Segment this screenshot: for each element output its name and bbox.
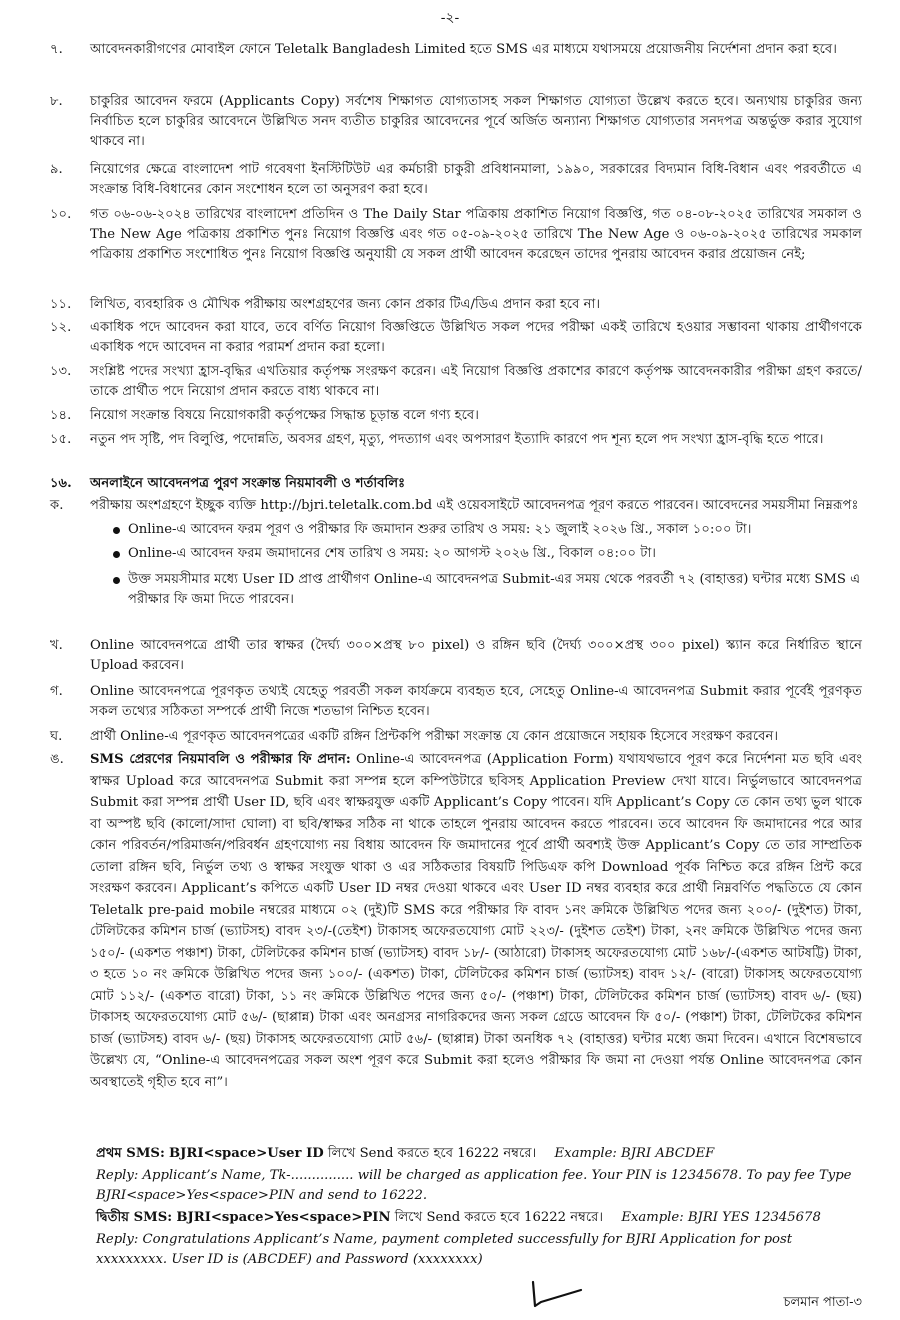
clause-text: গত ০৬-০৬-২০২৪ তারিখের বাংলাদেশ প্রতিদিন ও The Daily Star পত্রিকায় প্রকাশিত নিয়োগ বিজ্ঞপ্তি, গত ০৪-০৮-২০২৫ তারিখের সমকাল ও The New Age পত্রিকায় প্রকাশিত পুনঃ নিয়োগ বিজ্ঞপ্তি এবং গত ০৫-০৯-২০২৫ তারিখে The New Age ও ০৬-০৯-২০২৫ তারিখের সমকাল পত্রিকায় প্রকাশিত সংশোধিত পুনঃ নিয়োগ বিজ্ঞপ্তি অনুযায়ী যে সকল প্রার্থী আবেদন করেছেন তাদের পুনরায় আবেদন করার প্রয়োজন নেই; <box>90 207 862 262</box>
sms-example: Example: BJRI YES 12345678 <box>621 1210 821 1225</box>
clause-lead: SMS প্রেরণের নিয়মাবলি ও পরীক্ষার ফি প্রদান: <box>90 752 351 767</box>
clause-number: ১৪. <box>50 408 72 423</box>
clause-text: পরীক্ষায় অংশগ্রহণে ইচ্ছুক ব্যক্তি http://bjri.teletalk.com.bd এই ওয়েবসাইটে আবেদনপত্র পূরণ করতে পারবেন। আবেদনের সময়সীমা নিম্নরূপঃ <box>90 498 859 513</box>
sms-first <box>96 1144 862 1164</box>
sms-second-reply: Reply: Congratulations Applicant’s Name, payment completed successfully for BJRI Application for post xxxxxxxxx. User ID is (ABCDEF) and Password (xxxxxxxx) <box>96 1232 793 1267</box>
clause-number: ১৬. <box>50 476 72 491</box>
bullet-dot <box>113 577 120 584</box>
bullet-text: উক্ত সময়সীমার মধ্যে User ID প্রাপ্ত প্রার্থীগণ Online-এ আবেদনপত্র Submit-এর সময় থেকে পরবর্তী ৭২ (বাহাত্তর) ঘন্টার মধ্যে SMS এ পরীক্ষার ফি জমা দিতে পারবেন। <box>128 572 861 607</box>
clause-number: ১২. <box>50 320 72 335</box>
clause-number: ৭. <box>50 42 63 57</box>
clause-text: Online আবেদনপত্রে প্রার্থী তার স্বাক্ষর (দৈর্ঘ্য ৩০০×প্রস্থ ৮০ pixel) ও রঙ্গিন ছবি (দৈর্ঘ্য ৩০০×প্রস্থ ৩০০ pixel) স্ক্যান করে নির্ধারিত স্থানে Upload করবেন। <box>90 638 862 673</box>
sms-label: দ্বিতীয় SMS: <box>96 1210 173 1225</box>
clause-number: গ. <box>50 684 63 699</box>
clause-text: একাধিক পদে আবেদন করা যাবে, তবে বর্ণিত নিয়োগ বিজ্ঞপ্তিতে উল্লিখিত সকল পদের পরীক্ষা একই তারিখে হওয়ার সম্ভাবনা থাকায় প্রার্থীগণকে একাধিক পদে আবেদন না করার পরামর্শ প্রদান করা হলো। <box>90 320 862 355</box>
clause-body: Online-এ আবেদনপত্র (Application Form) যথাযথভাবে পূরণ করে নির্দেশনা মত ছবি এবং স্বাক্ষর Upload করে আবেদনপত্র Submit করা সম্পন্ন হলে কম্পিউটারে ছবিসহ Application Preview দেখা যাবে। নির্ভুলভাবে আবেদনপত্র Submit করা সম্পন্ন প্রার্থী User ID, ছবি এবং স্বাক্ষরযুক্ত একটি Applicant’s Copy পাবেন। যদি Applicant’s Copy তে কোন তথ্য ভুল থাকে বা অস্পষ্ট ছবি (কালো/সাদা ঘোলা) বা ছবি/স্বাক্ষর সঠিক না থাকে তাহলে পুনরায় আবেদন করতে পারবেন। তবে আবেদন ফি জমাদানের পরে আর কোন পরিবর্তন/পরিমার্জন/পরিবর্ধন গ্রহণযোগ্য নয় বিধায় আবেদন ফি জমাদানের পূর্বে প্রার্থী অবশ্যই উক্ত Applicant’s Copy তে তার সাম্প্রতিক তোলা রঙ্গিন ছবি, নির্ভুল তথ্য ও স্বাক্ষর সংযুক্ত থাকা ও এর সঠিকতার বিষয়টি পিডিএফ কপি Download পূর্বক নিশ্চিত করে রঙ্গিন প্রিন্ট করে সংরক্ষণ করবেন। Applicant’s কপিতে একটি User ID নম্বর দেওয়া থাকবে এবং User ID নম্বর ব্যবহার করে প্রার্থী নিম্নবর্ণিত পদ্ধতিতে যে কোন Teletalk pre-paid mobile নম্বরের মাধ্যমে ০২ (দুই)টি SMS করে পরীক্ষার ফি বাবদ ১নং ক্রমিকে উল্লিখিত পদের জন্য ২০০/- (দুইশত) টাকা, টেলিটকের কমিশন চার্জ (ভ্যাটসহ) বাবদ ২৩/-(তেইশ) টাকাসহ অফেরতযোগ্য মোট ২২৩/- (দুইশত তেইশ) টাকা, ২নং ক্রমিকে উল্লিখিত পদের জন্য ১৫০/- (একশত পঞ্চাশ) টাকা, টেলিটকের কমিশন চার্জ (ভ্যাটসহ) বাবদ ১৮/- (আঠারো) টাকাসহ অফেরতযোগ্য মোট ১৬৮/-(একশত আটষট্টি) টাকা, ৩ হতে ১০ নং ক্রমিকে উল্লিখিত পদের জন্য ১০০/- (একশত) টাকা, টেলিটকের কমিশন চার্জ (ভ্যাটসহ) বাবদ ১২/- (বারো) টাকাসহ অফেরতযোগ্য মোট ১১২/- (একশত বারো) টাকা, ১১ নং ক্রমিকে উল্লিখিত পদের জন্য ৫০/- (পঞ্চাশ) টাকা, টেলিটকের কমিশন চার্জ (ভ্যাটসহ) বাবদ ৬/- (ছয়) টাকাসহ অফেরতযোগ্য মোট ৫৬/- (ছাপ্পান্ন) টাকা এবং অনগ্রসর নাগরিকদের জন্য সকল গ্রেডে আবেদন ফি ৫০/- (পঞ্চাশ) টাকা, টেলিটকের কমিশন চার্জ (ভ্যাটসহ) বাবদ ৬/- (ছয়) টাকাসহ অফেরতযোগ্য মোট ৫৬/- (ছাপ্পান্ন) টাকা অনধিক ৭২ (বাহাত্তর) ঘন্টার মধ্যে জমা দিবেন। এখানে বিশেষভাবে উল্লেখ্য যে, “Online-এ আবেদনপত্রের সকল অংশ পূরণ করে Submit করা হলেও পরীক্ষার ফি জমা না দেওয়া পর্যন্ত Online আবেদনপত্র কোন অবস্থাতেই গৃহীত হবে না”। <box>90 752 862 1090</box>
clause-number: খ. <box>50 638 63 653</box>
clause-number: ১১. <box>50 297 72 312</box>
clause-text: নিয়োগ সংক্রান্ত বিষয়ে নিয়োগকারী কর্তৃপক্ষের সিদ্ধান্ত চূড়ান্ত বলে গণ্য হবে। <box>90 408 479 423</box>
signature-mark <box>525 1276 585 1312</box>
clause-number: ৮. <box>50 94 63 109</box>
sms-instruction: লিখে Send করতে হবে 16222 নম্বরে। <box>390 1210 604 1225</box>
clause-text: লিখিত, ব্যবহারিক ও মৌখিক পরীক্ষায় অংশগ্রহণের জন্য কোন প্রকার টিএ/ডিএ প্রদান করা হবে না। <box>90 297 601 312</box>
bullet-dot <box>113 527 120 534</box>
section-heading: অনলাইনে আবেদনপত্র পুরণ সংক্রান্ত নিয়মাবলী ও শর্তাবলিঃ <box>90 476 406 491</box>
clause-number: ৯. <box>50 162 63 177</box>
clause-text: Online আবেদনপত্রে পূরণকৃত তথ্যই যেহেতু পরবর্তী সকল কার্যক্রমে ব্যবহৃত হবে, সেহেতু Online-এ আবেদনপত্র Submit করার পূর্বেই পূরণকৃত সকল তথ্যের সঠিকতা সম্পর্কে প্রার্থী নিজে শতভাগ নিশ্চিত হবেন। <box>90 684 862 719</box>
clause-number: ঙ. <box>50 752 64 767</box>
clause-number: ক. <box>50 498 64 513</box>
sms-example: Example: BJRI ABCDEF <box>554 1146 715 1161</box>
clause-text: নতুন পদ সৃষ্টি, পদ বিলুপ্তি, পদোন্নতি, অবসর গ্রহণ, মৃত্যু, পদত্যাগ এবং অপসারণ ইত্যাদি কারণে পদ শূন্য হলে পদ সংখ্যা হ্রাস-বৃদ্ধি হতে পারে। <box>90 432 824 447</box>
sms-code: BJRI<space>Yes<space>PIN <box>176 1210 391 1225</box>
sms-code: BJRI<space>User ID <box>169 1146 324 1161</box>
bullet-text: Online-এ আবেদন ফরম জমাদানের শেষ তারিখ ও সময়: ২০ আগস্ট ২০২৬ খ্রি., বিকাল ০৪:০০ টা। <box>128 546 657 561</box>
clause-text: আবেদনকারীগণের মোবাইল ফোনে Teletalk Bangladesh Limited হতে SMS এর মাধ্যমে যথাসময়ে প্রয়োজনীয় নির্দেশনা প্রদান করা হবে। <box>90 42 837 57</box>
bullet-dot <box>113 551 120 558</box>
clause-text <box>90 749 862 1093</box>
page-number: -২- <box>440 10 460 26</box>
clause-number: ১৩. <box>50 364 72 379</box>
clause-text: সংশ্লিষ্ট পদের সংখ্যা হ্রাস-বৃদ্ধির এখতিয়ার কর্তৃপক্ষ সংরক্ষণ করেন। এই নিয়োগ বিজ্ঞপ্তি প্রকাশের কারণে কর্তৃপক্ষ আবেদনকারীর পরীক্ষা গ্রহণ করতে/তাকে প্রার্থীত পদে নিয়োগ প্রদান করতে বাধ্য থাকবে না। <box>90 364 862 399</box>
clause-text: প্রার্থী Online-এ পূরণকৃত আবেদনপত্রের একটি রঙ্গিন প্রিন্টকপি পরীক্ষা সংক্রান্ত যে কোন প্রয়োজনে সহায়ক হিসেবে সংরক্ষণ করবেন। <box>90 729 779 744</box>
clause-number: ১০. <box>50 207 72 222</box>
clause-text: চাকুরির আবেদন ফরমে (Applicants Copy) সর্বশেষ শিক্ষাগত যোগ্যতাসহ সকল শিক্ষাগত যোগ্যতা উল্লেখ করতে হবে। অন্যথায় চাকুরির জন্য নির্বাচিত হলে চাকুরির আবেদনে উল্লিখিত সনদ ব্যতীত চাকুরির আবেদনের পূর্বে অর্জিত অন্যান্য শিক্ষাগত যোগ্যতার সনদপত্র অন্তর্ভুক্ত করার সুযোগ থাকবে না। <box>90 94 862 149</box>
clause-text: নিয়োগের ক্ষেত্রে বাংলাদেশ পাট গবেষণা ইনস্টিটিউট এর কর্মচারী চাকুরী প্রবিধানমালা, ১৯৯০, সরকারের বিদ্যমান বিধি-বিধান এবং পরবর্তীতে এ সংক্রান্ত বিধি-বিধানের কোন সংশোধন হলে তা অনুসরণ করা হবে। <box>90 162 862 197</box>
sms-label: প্রথম SMS: <box>96 1146 165 1161</box>
clause-number: ঘ. <box>50 729 63 744</box>
sms-second <box>96 1208 862 1228</box>
clause-number: ১৫. <box>50 432 72 447</box>
bullet-text: Online-এ আবেদন ফরম পূরণ ও পরীক্ষার ফি জমাদান শুরুর তারিখ ও সময়: ২১ জুলাই ২০২৬ খ্রি., সকাল ১০:০০ টা। <box>128 522 752 537</box>
sms-first-reply: Reply: Applicant’s Name, Tk-............... will be charged as application fee. Your PIN is 12345678. To pay fee Type BJRI<space>Yes<space>PIN and send to 16222. <box>96 1168 852 1203</box>
sms-instruction: লিখে Send করতে হবে 16222 নম্বরে। <box>323 1146 537 1161</box>
continued-page-note: চলমান পাতা-৩ <box>783 1295 862 1310</box>
